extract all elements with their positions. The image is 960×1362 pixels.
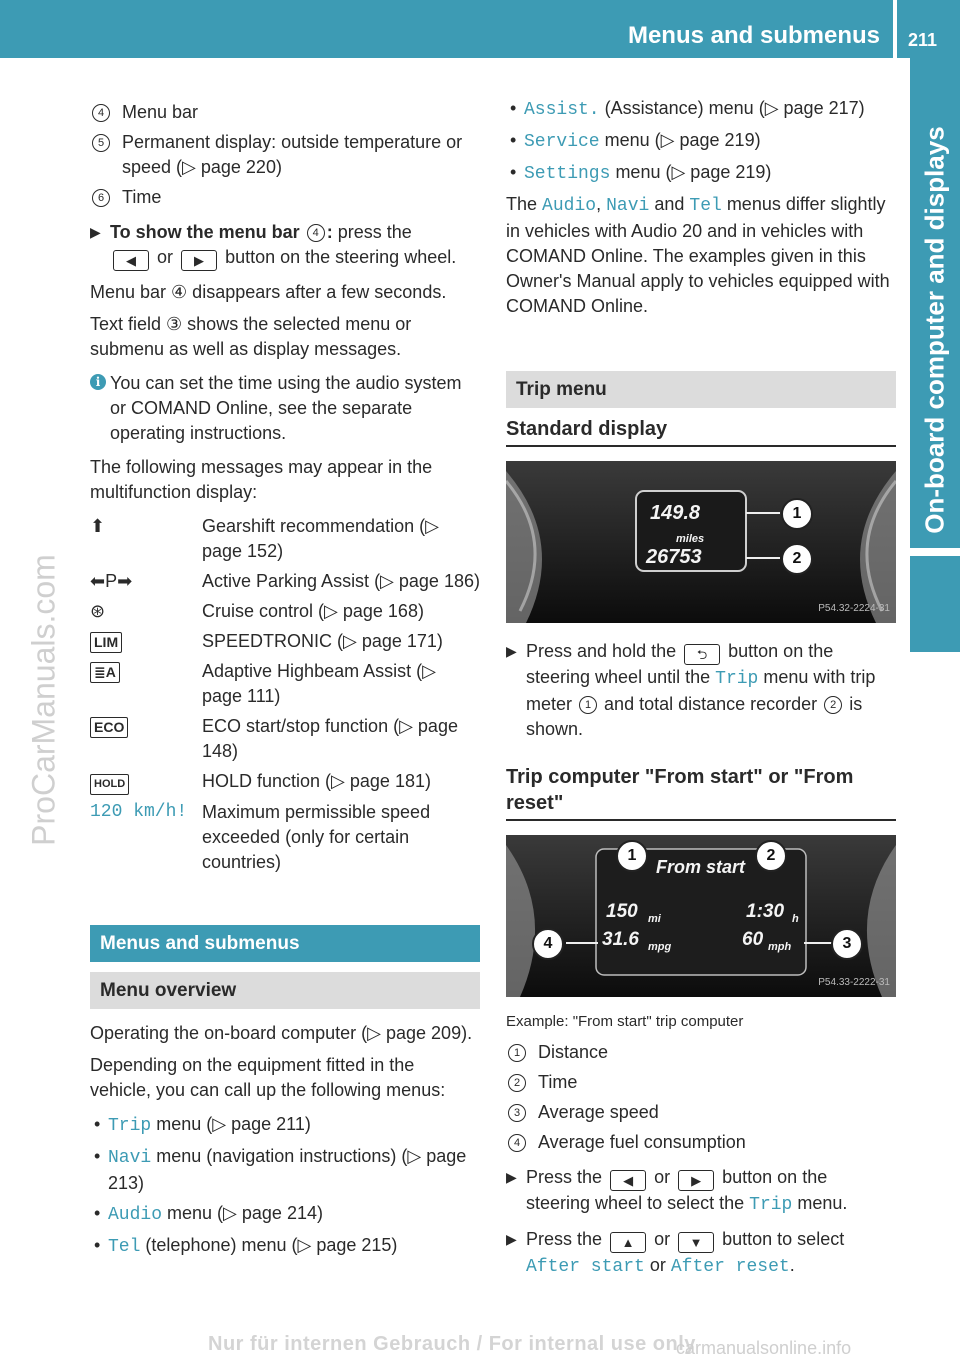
step-text: Press and hold the (526, 641, 677, 661)
message-text: Gearshift recommendation (▷ page 152) (202, 516, 439, 561)
step-text: or (157, 247, 174, 267)
standard-display-heading: Standard display (506, 416, 896, 447)
step-arrow-icon: ▶ (90, 224, 101, 240)
figure-title: From start (656, 857, 746, 877)
menu-name: After start (526, 1257, 645, 1277)
speed-value: 60 (742, 929, 764, 950)
message-text: SPEEDTRONIC (▷ page 171) (202, 631, 443, 651)
page-number: 211 (908, 30, 938, 50)
step-text: or (649, 1255, 666, 1275)
legend-text: Time (122, 187, 162, 207)
message-text: Adaptive Highbeam Assist (▷ page 111) (202, 661, 436, 706)
gearshift-icon: ⬆ (90, 516, 106, 536)
step-text: and total distance recorder (604, 694, 818, 714)
figure-code: P54.33-2222-31 (818, 977, 890, 988)
speed-unit: mph (768, 941, 792, 953)
menu-list-item: • Service menu (▷ page 219) (510, 130, 761, 152)
menu-description: menu (▷ page 214) (167, 1203, 323, 1223)
callout-number: 4 (508, 1134, 526, 1152)
trip-computer-heading: Trip computer "From start" or "From reset" (506, 764, 896, 821)
left-arrow-key-icon: ◀ (113, 250, 149, 271)
callout-number: 1 (616, 840, 648, 872)
step-text: press the (337, 222, 412, 242)
step-text: button on the steering wheel. (225, 247, 457, 267)
message-row (90, 769, 480, 795)
callout-number: 1 (508, 1044, 526, 1062)
message-text: Maximum permissible speed exceeded (only for certain countries) (202, 802, 431, 872)
step-text: or (654, 1229, 671, 1249)
trip-computer-figure (506, 835, 896, 997)
step-arrow-icon: ▶ (506, 1231, 517, 1247)
menu-name: Tel (108, 1237, 141, 1257)
legend-item (90, 130, 480, 180)
trip-meter-unit: miles (676, 533, 705, 545)
step-arrow-icon: ▶ (506, 643, 517, 659)
step-heading: To show the menu bar (110, 222, 300, 242)
eco-icon: ECO (90, 717, 128, 738)
paragraph: Operating the on-board computer (▷ page 209). (90, 1023, 473, 1043)
step-text: button to select (722, 1229, 845, 1249)
callout-number: 3 (831, 928, 863, 960)
callout-number: 2 (755, 840, 787, 872)
legend-text: Time (538, 1072, 578, 1092)
paragraph: Depending on the equipment fitted in the vehicle, you can call up the following menus: (90, 1055, 446, 1100)
menu-name: Settings (524, 164, 611, 184)
legend-item (90, 185, 480, 210)
message-text: ECO start/stop function (▷ page 148) (202, 716, 458, 761)
right-arrow-key-icon: ▶ (678, 1170, 714, 1191)
paragraph: Text field ③ shows the selected menu or submenu as well as display messages. (90, 314, 412, 359)
callout-number: 2 (824, 696, 842, 714)
legend-text: Average fuel consumption (538, 1132, 746, 1152)
step-text: or (654, 1167, 671, 1187)
instruction-step (506, 1165, 896, 1218)
message-text: Cruise control (▷ page 168) (202, 601, 424, 621)
menu-name: Trip (108, 1116, 152, 1136)
message-text: Active Parking Assist (▷ page 186) (202, 571, 480, 591)
paragraph: The following messages may appear in the multifunction display: (90, 457, 433, 502)
legend-text: Distance (538, 1042, 609, 1062)
right-arrow-key-icon: ▶ (181, 250, 217, 271)
legend-text: Average speed (538, 1102, 659, 1122)
step-text: menu with trip meter (526, 667, 876, 714)
instruction-step (506, 1227, 896, 1280)
legend-item (506, 1040, 896, 1065)
menu-description: menu (▷ page 211) (156, 1114, 311, 1134)
callout-number: 2 (508, 1074, 526, 1092)
menu-name: Trip (749, 1195, 793, 1215)
text: The (506, 194, 538, 214)
legend-item (506, 1100, 896, 1125)
highbeam-assist-icon: ≣A (90, 662, 120, 683)
callout-number: 6 (92, 189, 110, 207)
section-heading: Menus and submenus (90, 925, 480, 962)
menu-list-item: • Settings menu (▷ page 219) (510, 162, 772, 184)
info-text: You can set the time using the audio system or COMAND Online, see the separate operating instructions. (110, 373, 462, 443)
menu-name: Audio (542, 196, 597, 216)
trip-meter-value: 149.8 (650, 502, 701, 524)
text: menus differ slightly in vehicles with Audio 20 and in vehicles with COMAND Online. The examples given in this Owner's Manual apply to vehicles equipped with COMAND Online. (506, 194, 890, 316)
step-text: . (789, 1255, 795, 1275)
footer-site: carmanualsonline.info (676, 1338, 852, 1358)
callout-number: 4 (307, 224, 325, 242)
side-tab-label: On-board computer and displays (919, 126, 950, 534)
menu-list-item: • Assist. (Assistance) menu (▷ page 217) (510, 98, 865, 120)
legend-item (90, 100, 480, 125)
message-row (90, 514, 480, 564)
step-text: Press the (526, 1229, 603, 1249)
message-text: HOLD function (▷ page 181) (202, 771, 431, 791)
message-row (90, 629, 480, 654)
menu-list-item: • Tel (telephone) menu (▷ page 215) (94, 1235, 398, 1257)
step-text: button on the steering wheel to select the (526, 1167, 828, 1213)
watermark: ProCarManuals.com (25, 554, 62, 846)
callout-number: 4 (92, 104, 110, 122)
footer-note: Nur für internen Gebrauch / For internal use only (208, 1333, 696, 1355)
left-column (90, 100, 480, 1265)
text: and (654, 194, 685, 214)
figure-code: P54.32-2224-31 (818, 603, 890, 614)
fuel-unit: mpg (648, 941, 672, 953)
time-unit: h (792, 913, 799, 925)
paragraph-menu-differences (506, 192, 896, 319)
fuel-value: 31.6 (602, 929, 639, 950)
info-note (90, 371, 480, 446)
legend-item (506, 1070, 896, 1095)
menu-name: Navi (108, 1148, 152, 1168)
menu-list-item: • Trip menu (▷ page 211) (94, 1114, 311, 1136)
header-title: Menus and submenus (627, 22, 880, 49)
step-text: button on the steering wheel until the (526, 641, 834, 687)
figure-caption: Example: "From start" trip computer (506, 1013, 744, 1030)
speed-warning-text: 120 km/h! (90, 802, 188, 822)
instruction-step (506, 639, 896, 742)
odometer-value: 26753 (646, 546, 702, 568)
time-value: 1:30 (746, 901, 785, 922)
menu-name: Service (524, 132, 600, 152)
callout-number: 2 (781, 543, 813, 575)
message-row (90, 800, 480, 875)
distance-value: 150 (606, 901, 638, 922)
step-text: Press the (526, 1167, 603, 1187)
menu-description: (Assistance) menu (▷ page 217) (604, 98, 865, 118)
side-tab-block (910, 556, 960, 652)
callout-number: 1 (579, 696, 597, 714)
legend-text: Menu bar (122, 102, 199, 122)
back-key-icon: ⮌ (684, 644, 720, 665)
legend-item (506, 1130, 896, 1155)
trip-menu-heading: Trip menu (506, 371, 896, 408)
hold-icon: HOLD (90, 774, 129, 795)
info-icon: i (90, 374, 106, 390)
right-column (506, 96, 896, 1289)
lim-icon: LIM (90, 632, 122, 653)
step-text: menu. (797, 1193, 848, 1213)
text: , (596, 194, 602, 214)
callout-number: 4 (532, 928, 564, 960)
paragraph: Menu bar ④ disappears after a few seconds. (90, 282, 447, 302)
menu-name: Navi (606, 196, 650, 216)
menu-name: After reset (670, 1257, 790, 1277)
menu-name: Trip (715, 669, 759, 689)
menu-description: menu (▷ page 219) (615, 162, 772, 182)
standard-display-figure (506, 461, 896, 623)
message-row (90, 599, 480, 624)
callout-number: 3 (508, 1104, 526, 1122)
menu-name: Tel (689, 196, 722, 216)
cruise-control-icon: ⊛ (90, 601, 106, 621)
menu-list-item: • Audio menu (▷ page 214) (94, 1203, 323, 1225)
subsection-heading: Menu overview (90, 972, 480, 1009)
message-row (90, 659, 480, 709)
message-row (90, 569, 480, 594)
menu-description: menu (navigation instructions) (▷ page 213) (108, 1146, 467, 1193)
menu-name: Assist. (524, 100, 600, 120)
message-row (90, 714, 480, 764)
callout-number: 1 (781, 498, 813, 530)
callout-number: 5 (92, 134, 110, 152)
instruction-step: ▶ To show the menu bar 4 : press the ◀ or ▶ button on the steering wheel. (90, 220, 480, 271)
step-arrow-icon: ▶ (506, 1169, 517, 1185)
distance-unit: mi (648, 913, 661, 925)
menu-description: menu (▷ page 219) (604, 130, 761, 150)
header-divider (893, 0, 897, 58)
menu-name: Audio (108, 1205, 163, 1225)
up-arrow-key-icon: ▲ (610, 1232, 646, 1253)
down-arrow-key-icon: ▼ (678, 1232, 714, 1253)
menu-list-item: • Navi menu (navigation instructions) (▷ page 213) (94, 1146, 467, 1193)
parking-assist-icon: ⬅P➡ (90, 571, 133, 591)
menu-description: (telephone) menu (▷ page 215) (145, 1235, 398, 1255)
legend-text: Permanent display: outside temperature or speed (▷ page 220) (122, 132, 463, 177)
step-text: is shown. (526, 694, 863, 739)
left-arrow-key-icon: ◀ (610, 1170, 646, 1191)
